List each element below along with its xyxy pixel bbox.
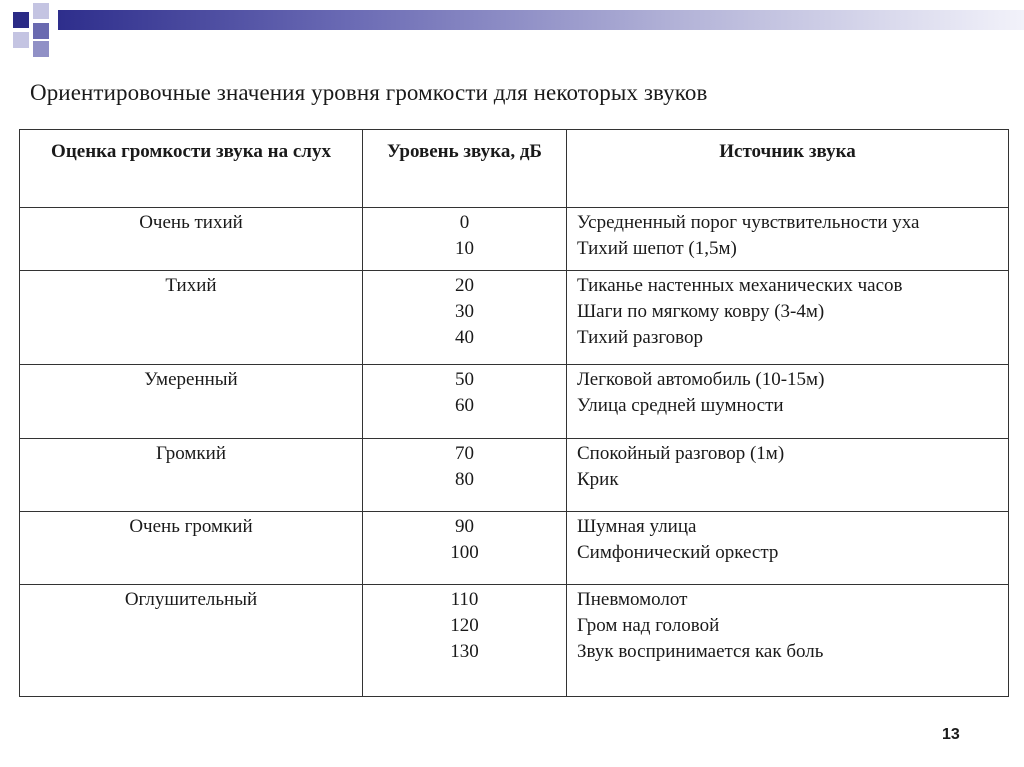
source-text: Легковой автомобиль (10-15м) xyxy=(577,369,825,390)
level-cell xyxy=(363,512,567,585)
level-value: 120 xyxy=(450,615,479,636)
decor-square xyxy=(33,41,49,57)
level-cell xyxy=(363,365,567,439)
source-text: Крик xyxy=(577,469,619,490)
source-text: Тиканье настенных механических часов xyxy=(577,275,903,296)
decor-square xyxy=(33,3,49,19)
category-cell: Очень громкий xyxy=(20,512,363,585)
sound-levels-table xyxy=(19,129,1009,697)
level-value: 30 xyxy=(455,301,474,322)
header-cell: Оценка громкости звука на слух xyxy=(20,130,363,208)
level-value: 50 xyxy=(455,369,474,390)
level-value: 100 xyxy=(450,542,479,563)
source-cell xyxy=(567,208,1009,271)
decor-square xyxy=(13,32,29,48)
source-text: Тихий разговор xyxy=(577,327,703,348)
level-value: 0 xyxy=(459,212,470,233)
table-row xyxy=(20,271,1009,365)
level-cell xyxy=(363,271,567,365)
table-header-row xyxy=(20,130,1009,208)
level-cell xyxy=(363,208,567,271)
level-value: 20 xyxy=(455,275,474,296)
table-row xyxy=(20,512,1009,585)
level-value: 40 xyxy=(455,327,474,348)
level-value: 80 xyxy=(455,469,474,490)
source-text: Спокойный разговор (1м) xyxy=(577,443,785,464)
table-row xyxy=(20,439,1009,512)
level-value: 110 xyxy=(450,589,479,610)
decor-square xyxy=(33,23,49,39)
table-row xyxy=(20,365,1009,439)
header-gradient-bar xyxy=(58,10,1024,30)
source-text: Шумная улица xyxy=(577,516,697,537)
level-value: 60 xyxy=(455,395,474,416)
source-text: Шаги по мягкому ковру (3-4м) xyxy=(577,301,825,322)
decor-square xyxy=(13,12,29,28)
header-cell: Источник звука xyxy=(567,130,1009,208)
level-cell xyxy=(363,585,567,697)
level-value: 130 xyxy=(450,641,479,662)
source-text: Улица средней шумности xyxy=(577,395,784,416)
category-cell: Умеренный xyxy=(20,365,363,439)
category-cell: Очень тихий xyxy=(20,208,363,271)
page-number: 13 xyxy=(942,726,960,743)
category-cell: Тихий xyxy=(20,271,363,365)
source-text: Гром над головой xyxy=(577,615,720,636)
source-cell xyxy=(567,585,1009,697)
table-row xyxy=(20,585,1009,697)
level-cell xyxy=(363,439,567,512)
header-cell: Уровень звука, дБ xyxy=(363,130,567,208)
level-value: 90 xyxy=(455,516,474,537)
category-cell: Оглушительный xyxy=(20,585,363,697)
level-value: 70 xyxy=(455,443,474,464)
category-cell: Громкий xyxy=(20,439,363,512)
source-cell xyxy=(567,439,1009,512)
source-text: Тихий шепот (1,5м) xyxy=(577,238,737,259)
source-cell xyxy=(567,365,1009,439)
level-value: 10 xyxy=(455,238,474,259)
table-row xyxy=(20,208,1009,271)
source-text: Усредненный порог чувствительности уха xyxy=(577,212,920,233)
source-text: Пневмомолот xyxy=(577,589,688,610)
source-text: Симфонический оркестр xyxy=(577,542,779,563)
source-cell xyxy=(567,271,1009,365)
source-cell xyxy=(567,512,1009,585)
slide-title: Ориентировочные значения уровня громкости для некоторых звуков xyxy=(30,80,708,105)
source-text: Звук воспринимается как боль xyxy=(577,641,824,662)
